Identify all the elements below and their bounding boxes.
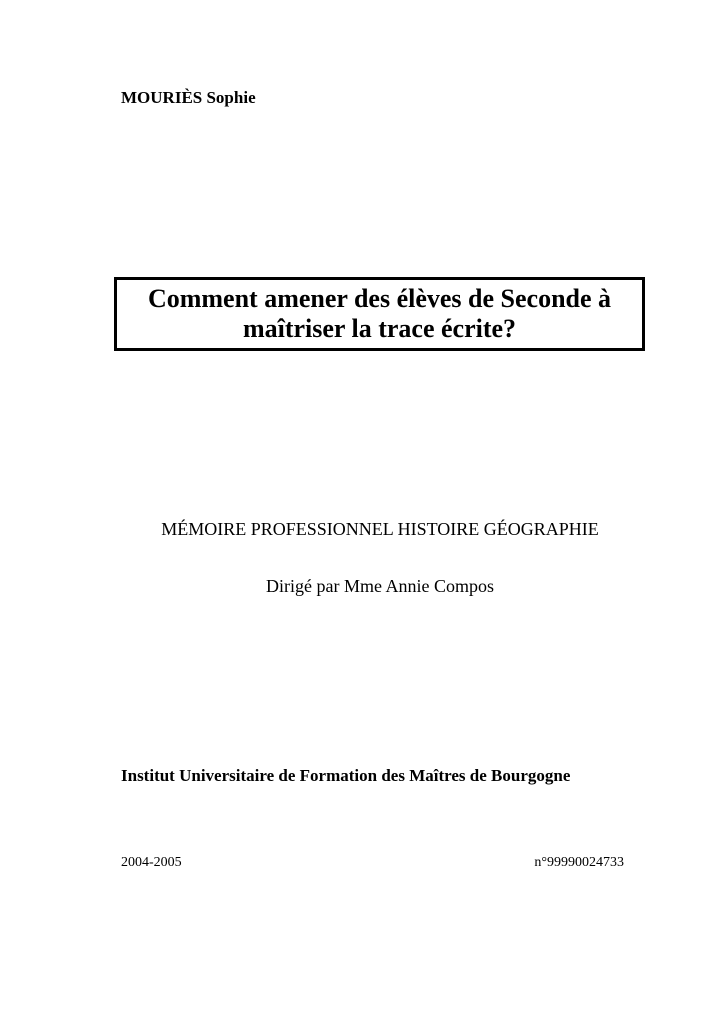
institute-name: Institut Universitaire de Formation des Maîtres de Bourgogne [121, 766, 571, 785]
academic-year: 2004-2005 [121, 855, 182, 870]
title-line-1: Comment amener des élèves de Seconde à [147, 284, 612, 313]
supervisor: Dirigé par Mme Annie Compos [266, 576, 494, 596]
title-box [114, 277, 645, 351]
author-name: MOURIÈS Sophie [121, 88, 256, 107]
document-type: MÉMOIRE PROFESSIONNEL HISTOIRE GÉOGRAPHIE [161, 519, 599, 539]
title-line-2: maîtriser la trace écrite? [242, 314, 517, 343]
document-number: n°99990024733 [534, 855, 624, 870]
